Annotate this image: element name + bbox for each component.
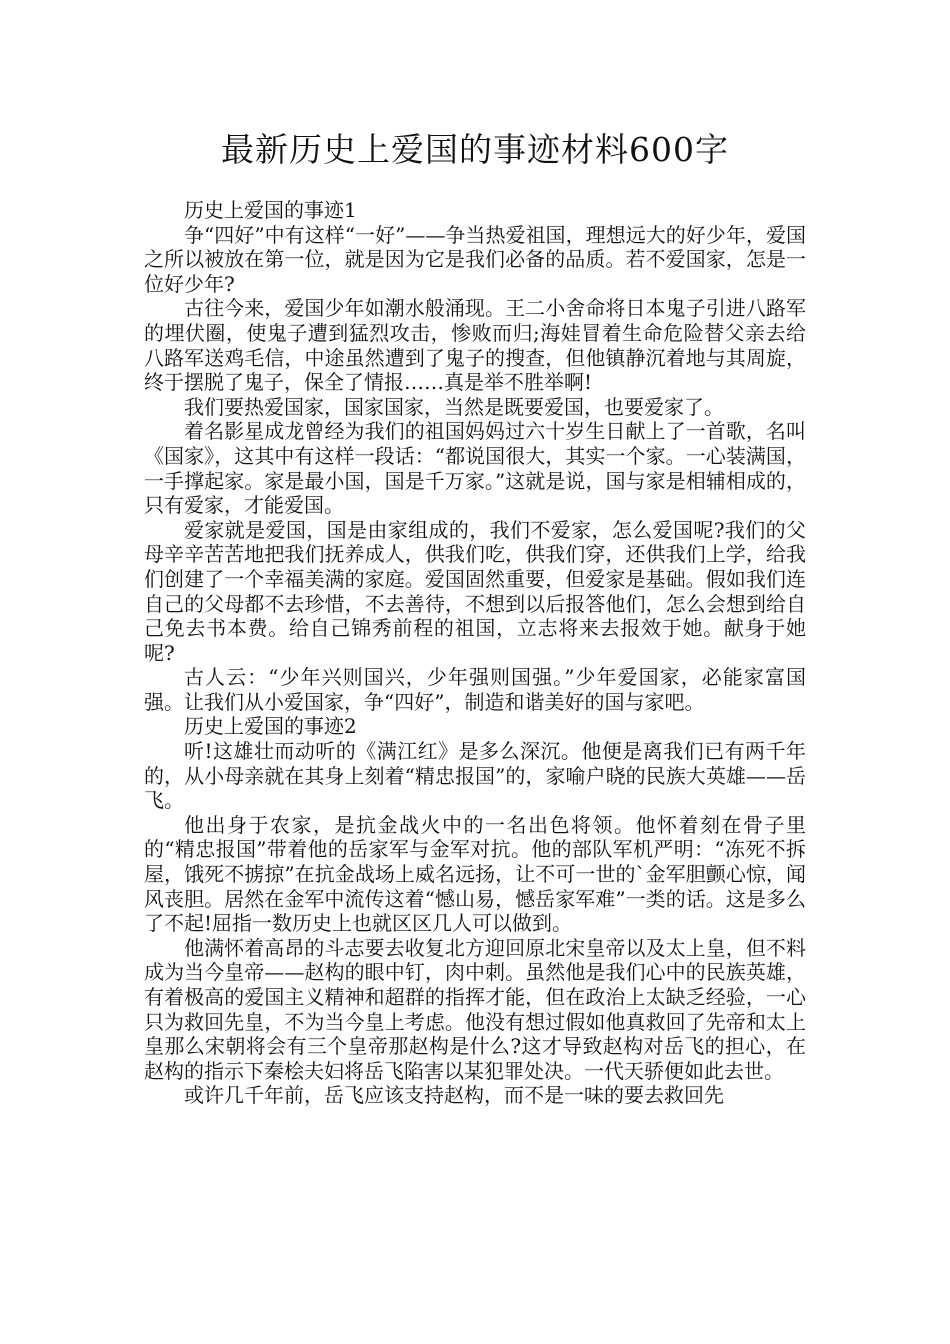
paragraph: 我们要热爱国家，国家国家，当然是既要爱国，也要爱家了。 xyxy=(184,394,724,419)
section-heading: 历史上爱国的事迹2 xyxy=(184,714,357,739)
paragraph: 他出身于农家，是抗金战火中的一名出色将领。他怀着刻在骨子里的“精忠报国”带着他的岳家军与金军对抗。他的部队军机严明：“冻死不拆屋，饿死不掳掠”在抗金战场上威名远扬，让不可一世的`金军胆颤心惊，闻风丧胆。居然在金军中流传这着“憾山易，憾岳家军难”一类的话。这是多么了不起!屈指一数历史上也就区区几人可以做到。 xyxy=(144,812,806,936)
paragraph: 爱家就是爱国，国是由家组成的，我们不爱家，怎么爱国呢?我们的父母辛辛苦苦地把我们抚养成人，供我们吃，供我们穿，还供我们上学，给我们创建了一个幸福美满的家庭。爱国固然重要，但爱家是基础。假如我们连自己的父母都不去珍惜，不去善待，不想到以后报答他们，怎么会想到给自己免去书本费。给自己锦秀前程的祖国，立志将来去报效于她。献身于她呢? xyxy=(144,517,806,665)
paragraph: 古往今来，爱国少年如潮水般涌现。王二小舍命将日本鬼子引进八路军的埋伏圈，使鬼子遭到猛烈攻击，惨败而归;海娃冒着生命危险替父亲去给八路军送鸡毛信，中途虽然遭到了鬼子的搜查，但他镇静沉着地与其周旋，终于摆脱了鬼子，保全了情报……真是举不胜举啊! xyxy=(144,296,806,395)
document-title: 最新历史上爱国的事迹材料600字 xyxy=(221,130,729,169)
paragraph: 着名影星成龙曾经为我们的祖国妈妈过六十岁生日献上了一首歌，名叫《国家》，这其中有这样一段话：“都说国很大，其实一个家。一心装满国，一手撑起家。家是最小国，国是千万家。”这就是说，国与家是相辅相成的，只有爱家，才能爱国。 xyxy=(144,419,806,518)
paragraph: 或许几千年前，岳飞应该支持赵构，而不是一味的要去救回先 xyxy=(184,1083,724,1108)
paragraph: 争“四好”中有这样“一好”——争当热爱祖国，理想远大的好少年，爱国之所以被放在第一位，就是因为它是我们必备的品质。若不爱国家，怎是一位好少年? xyxy=(144,222,806,296)
section-heading: 历史上爱国的事迹1 xyxy=(184,198,357,222)
paragraph: 他满怀着高昂的斗志要去收复北方迎回原北宋皇帝以及太上皇，但不料成为当今皇帝——赵构的眼中钉，肉中刺。虽然他是我们心中的民族英雄，有着极高的爱国主义精神和超群的指挥才能，但在政治上太缺乏经验，一心只为救回先皇，不为当今皇上考虑。他没有想过假如他真救回了先帝和太上皇那么宋朝将会有三个皇帝那赵构是什么?这才导致赵构对岳飞的担心，在赵构的指示下秦桧夫妇将岳飞陷害以某犯罪处决。一代天骄便如此去世。 xyxy=(144,935,806,1083)
document-body xyxy=(144,198,806,1108)
paragraph: 听!这雄壮而动听的《满江红》是多么深沉。他便是离我们已有两千年的，从小母亲就在其身上刻着“精忠报国”的，家喻户晓的民族大英雄——岳飞。 xyxy=(144,739,806,813)
paragraph: 古人云：“少年兴则国兴，少年强则国强。”少年爱国家，必能家富国强。让我们从小爱国家，争“四好”，制造和谐美好的国与家吧。 xyxy=(144,665,806,714)
